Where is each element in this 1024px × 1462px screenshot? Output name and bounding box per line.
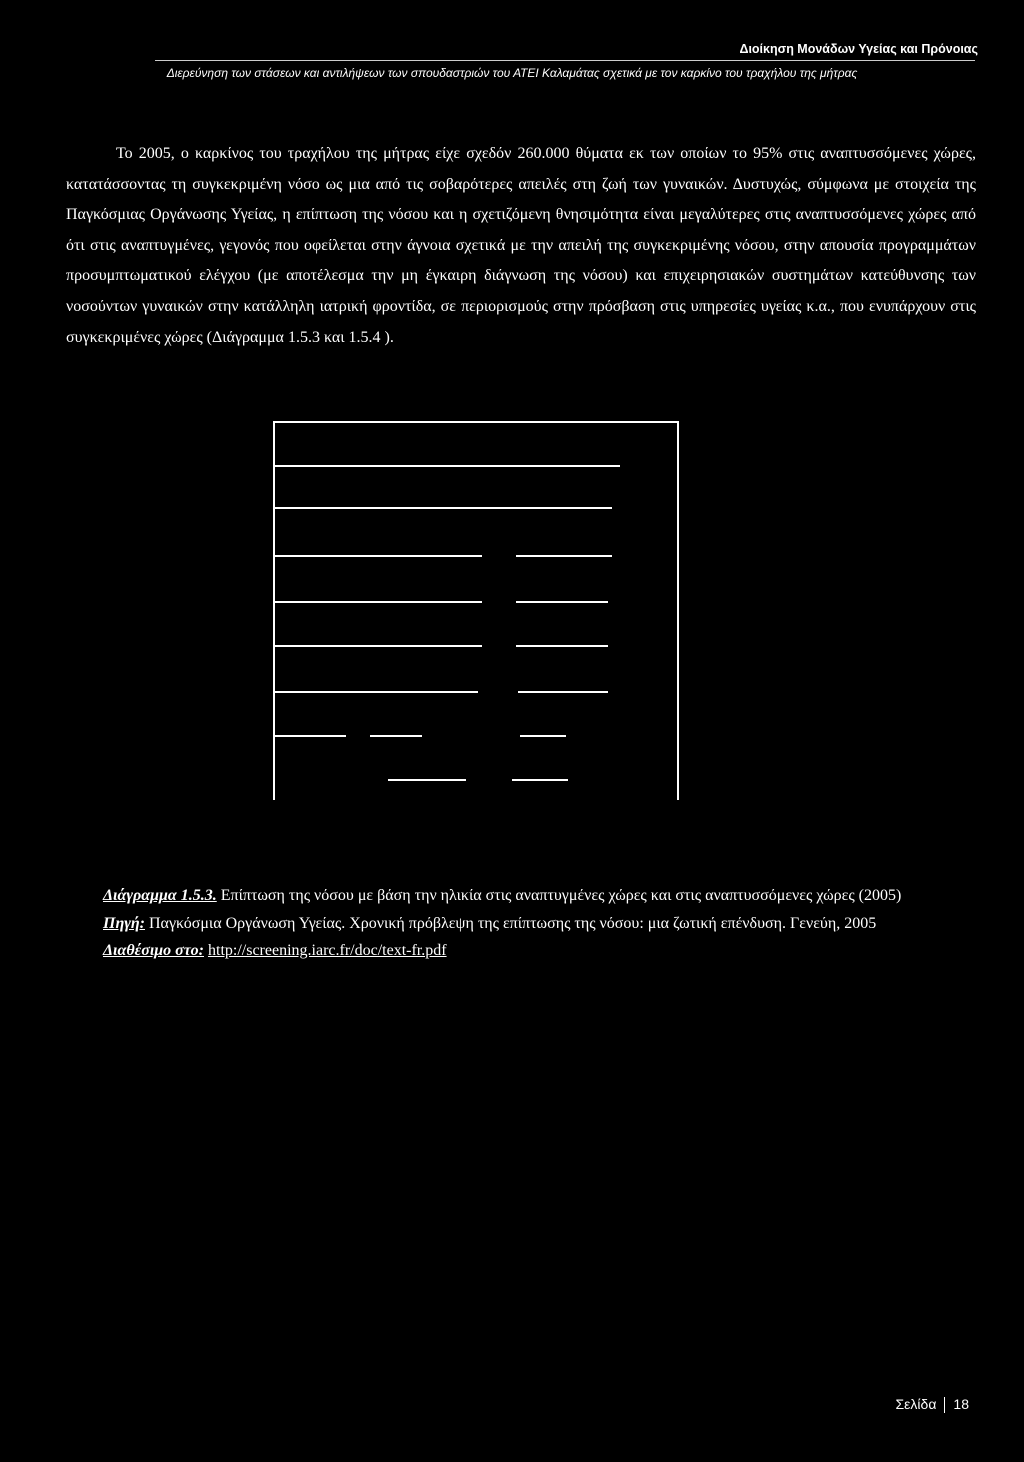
header-rule (155, 60, 975, 61)
page-label: Σελίδα (895, 1396, 937, 1412)
page-number (896, 1396, 969, 1413)
running-header-subtitle: Διερεύνηση των στάσεων και αντιλήψεων των σπουδαστριών του ΑΤΕΙ Καλαμάτας σχετικά με τον καρκίνο του τραχήλου της μήτρας (166, 66, 858, 80)
caption-text: Επίπτωση της νόσου με βάση την ηλικία στις αναπτυγμένες χώρες και στις αναπτυσσόμενες χώρες (2005) (220, 887, 902, 904)
running-header-title: Διοίκηση Μονάδων Υγείας και Πρόνοιας (739, 42, 978, 56)
chart-image-placeholder (272, 420, 682, 800)
body-paragraph (66, 139, 976, 353)
source-text: Παγκόσμια Οργάνωση Υγείας. Χρονική πρόβλεψη της επίπτωσης της νόσου: μια ζωτική επένδυση. Γενεύη, 2005 (149, 914, 877, 932)
page-number-value: 18 (953, 1396, 969, 1412)
available-label: Διαθέσιμο στο: (103, 942, 204, 959)
caption-label: Διάγραμμα 1.5.3. (103, 887, 217, 904)
paragraph-text: Το 2005, ο καρκίνος του τραχήλου της μήτρας είχε σχεδόν 260.000 θύματα εκ των οποίων το 95% στις αναπτυσσόμενες χώρες, κατατάσσοντας τη συγκεκριμένη νόσο ως μια από τις σοβαρότερες απειλές στη ζωή των γυναικών. Δυστυχώς, σύμφωνα με στοιχεία της Παγκόσμιας Οργάνωσης Υγείας, η επίπτωση της νόσου και η σχετιζόμενη θνησιμότητα είναι μεγαλύτερες στις αναπτυσσόμενες χώρες από ότι στις αναπτυγμένες, γεγονός που οφείλεται στην άγνοια σχετικά με την απειλή της συγκεκριμένης νόσου, στην απουσία προγραμμάτων προσυμπτωματικού ελέγχου (με αποτέλεσμα την μη έγκαιρη διάγνωση της νόσου) και επιχειρησιακών συστημάτων κατεύθυνσης των νοσούντων γυναικών στην κατάλληλη ιατρική φροντίδα, σε περιορισμούς στην πρόσβαση στις υπηρεσίες υγείας κ.α., που ενυπάρχουν στις συγκεκριμένες χώρες (Διάγραμμα 1.5.3 και 1.5.4 ). (66, 145, 976, 346)
source-link[interactable]: http://screening.iarc.fr/doc/text-fr.pdf (208, 942, 447, 959)
figure-caption (103, 882, 977, 965)
chart-frame (274, 422, 678, 800)
page-divider (944, 1397, 945, 1413)
source-label: Πηγή: (103, 914, 145, 932)
